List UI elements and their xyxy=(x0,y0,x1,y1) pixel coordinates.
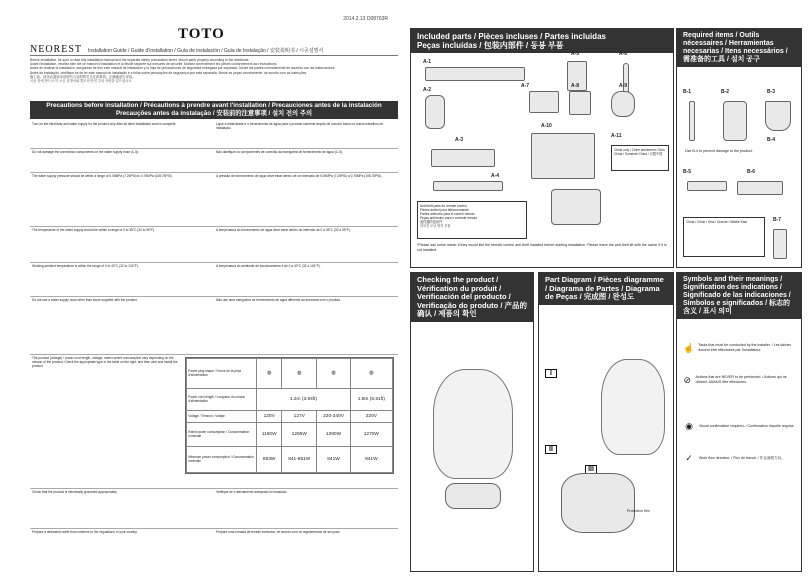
symbol-item: ⊘ Actions that are NEVER to be performed. / Actions qui ne doivent JAMAIS être effectuées. xyxy=(683,374,787,385)
checking-title: Checking the product / Vérification du produit / Verificación del producto / Verificação do produto / 产品的确认 / 제품의 확인 xyxy=(411,273,533,322)
check-icon: ✓ xyxy=(685,452,693,463)
wall-bracket xyxy=(425,67,525,81)
part-diagram-section: Part Diagram / Pièces diagramme / Diagrama de Partes / Diagrama de Peças / 完成图 / 완성도 I II III Protective film xyxy=(538,272,674,572)
toilet-illustration xyxy=(433,369,513,479)
power-spec-table: Power plug shape / Forme de la prise d'alimentation ◍ ◍ ◍ ◍ Power cord length / Longueur du cordon d'alimentation 1.2m (3.94ft) 1.8m (5.91ft) Voltage / Tension / Voltaje 120V 127V 220-240V 220V Rated power consumption / Consommation nominale 1160W 1295W 1290W 1270W Minimum power consumption / Consommation minimale 863W 841-851W 841W 841W xyxy=(185,357,394,474)
required-items-title: Required items / Outils nécessaires / Herramientas necesarias / Itens necessários / 需准备的工具 / 설치 공구 xyxy=(677,29,801,67)
remote-control xyxy=(551,189,601,225)
symbol-item: ☝ Tasks that must be conducted by the installer. / Les tâches doivent être effectuées par l'installateur. xyxy=(683,342,792,353)
level-icon xyxy=(737,181,783,195)
flange-part xyxy=(611,91,635,117)
plug-icon: ◍ xyxy=(257,359,282,389)
symbols-section xyxy=(676,272,802,572)
symbol-item: ◉ Visual confirmation required. / Confirmation visuelle requise. xyxy=(683,420,799,432)
precaution-row: The water supply pressure should be within a range of 0.05MPa (7.25PSI) to 0.75MPa (108.75PSI). A pressão de fornecimento de água deve estar dentro de um intervalo de 0,05MPa (7,25PSI) a 0,75MPa (108,75PSI). xyxy=(30,173,398,227)
gasket-part xyxy=(569,91,591,115)
notice-block: Before installation, be sure to read this installation manual and the separate safety precautions sheet. Mount parts properly according to the directions. Avant l'installation, veuillez bien lire ce manuel d'installation et la feuille séparée sur mesures de sécurité. Montez correctement les pièces conformément aux instructions. Antes de realizar la instalación, asegúrese de leer este manual de instalación y la hoja de precauciones de seguridad entregada por separado. Monte las partes correctamente de acuerdo con las instrucciones. Antes da instalação, certifique-se de ler este manual de instalação e a folha sobre precauções de segurança que está separada. Monte as peças corretamente, de acordo com as instruções. 施工前，请务必阅读本说明书与另附的安全注意事项。正确地进行安装。 시공 전에 반드시 이 시공 설명서와 별도의 안전 주의 사항을 읽으십시오. xyxy=(30,58,336,84)
required-items-section: Required items / Outils nécessaires / Herramientas necesarias / Itens necessários / 需准备的工具 / 설치 공구 B-1 B-2 B-3 B-4 Use B-4 to prevent damage to the product. B-5 B-6 China / Chine / Kina / Grande / Middle East B-7 xyxy=(676,28,802,268)
anti-theft-note: Anti-theft parts for remote control Pièces antivol pour télécommande Partes antirrobo para el control remoto Peças antirroubo para o controle remoto 遥控器防盗部件 리모컨 도난 방지 부품 xyxy=(417,201,527,239)
precaution-row: Working ambient temperature is within the range of 0 to 40°C (32 to 104°F). A temperatura do ambiente de funcionamento é de 0 a 40°C (32 a 104°F). xyxy=(30,263,398,297)
cup-icon xyxy=(765,101,791,131)
precaution-row: Prepare a dedicated outlet that conforms to the regulations of your country. Prepare uma tomada de tensão exclusiva, de acordo com os regulamentos de seu país. xyxy=(32,530,341,534)
precaution-row: Do not use a water supply hose other than those supplied with the product. Não use uma mangueira de fornecimento de água diferente da fornecida com o produto. xyxy=(30,297,398,355)
included-parts-section: Included parts / Pièces incluses / Partes incluidas Peças incluídas / 包装内部件 / 동봉 부품 A-1 A-2 A-5 A-6 A-7 A-8 A-9 A-10 A-3 A-4 A-11 China only / Chine seulement / Solo China / Somente China / 仅限中国 Anti-theft parts for remote control Pièces antivol pour télécommande Partes antirrobo para el control remoto Peças antirroubo para o controle remoto 遥控器防盗部件 리모컨 도난 방지 부품 *Please ask home owner if they would like the remote control anti-theft installed before starting installation. Please leave the anti-theft kit with the owner if it is not installed. xyxy=(410,28,674,268)
remote-holder xyxy=(425,95,445,129)
hand-point-icon: ☝ xyxy=(683,342,695,353)
pliers-icon xyxy=(723,101,747,141)
water-hose-part xyxy=(531,133,595,179)
toto-logo: TOTO xyxy=(178,26,225,42)
precaution-row: Turn on the electricity and water supply for the product only after all other installation work is complete. Ligue a eletricidade e o fornecimento de água para o produto somente depois de concluir todos os outros trabalhos de instalação. xyxy=(30,121,398,149)
region-table: China / Chine / Kina / Grande / Middle East xyxy=(683,217,765,257)
eye-icon: ◉ xyxy=(685,420,693,431)
brand-name: NEOREST xyxy=(30,44,82,55)
screwdriver-icon xyxy=(689,101,695,141)
symbol-list xyxy=(683,337,799,469)
brand-row xyxy=(30,44,400,55)
prohibit-icon: ⊘ xyxy=(683,374,692,385)
china-only-note: China only / Chine seulement / Solo China / Somente China / 仅限中国 xyxy=(611,145,669,171)
precautions-banner: Precautions before installation / Précautions à prendre avant l'installation / Precauciones antes de la instalación Precauções antes da instalação / 安装前的注意事项 / 설치 전의 주의 xyxy=(30,101,398,119)
precaution-row: The temperature of the water supply should be within a range of 0 to 35°C (32 to 95°F). A temperatura do fornecimento de água deve estar dentro do intervalo de 0 a 35°C (32 a 95°F). xyxy=(30,227,398,263)
checking-section xyxy=(410,272,534,572)
power-spec-row: The product (voltage) / power cord length, voltage, rated current consumption vary depending on the version of the product. Check the appropriate type in the table on the right, and then wire and install the product. Power plug shape / Forme de la prise d'alimentation ◍ ◍ ◍ ◍ Power cord length / Longueur du cordon d'alimentation 1.2m (3.94ft) 1.8m (5.91ft) Voltage / Tension / Voltaje 120V 127V 220-240V 220V Rated power consumption / Consommation nominale 1160W 1295W 1290W 1270W Minimum power consumption / Consommation minimale 863W 841-851W 841W 841W xyxy=(30,355,398,489)
wrench-icon xyxy=(687,181,727,191)
toilet-base xyxy=(445,483,501,509)
precaution-row: Do not damage the connection components on the water supply hose (C-5). Não danifique os componentes de conexão da mangueira de fornecimento de água (C-5). xyxy=(30,149,398,173)
toilet-tank xyxy=(601,359,665,455)
plug-icon: ◍ xyxy=(350,359,392,389)
divider xyxy=(30,55,398,56)
screws-set xyxy=(433,181,503,191)
mount-plate xyxy=(529,91,559,113)
plug-icon: ◍ xyxy=(317,359,350,389)
socket-icon xyxy=(773,229,787,259)
anchor-bolts xyxy=(431,149,495,167)
toilet-bowl xyxy=(561,473,635,533)
symbols-title: Symbols and their meanings / Signification des indications / Significado de las indicaciones / Símbolos e significados / 标志的含义 / 표시 의미 xyxy=(677,273,801,319)
part-diagram-title: Part Diagram / Pièces diagramme / Diagrama de Partes / Diagrama de Peças / 完成图 / 완성도 xyxy=(539,273,673,305)
included-parts-title: Included parts / Pièces incluses / Partes incluidas Peças incluídas / 包装内部件 / 동봉 부품 xyxy=(411,29,673,53)
doc-meta: 2014.2.13 D08763R xyxy=(343,16,388,22)
precautions-rows xyxy=(30,121,398,551)
guide-title: Installation Guide / Guide d'installation / Guía de instalación / Guia de Instalação / 安装说明书 / 시공설명서 xyxy=(88,48,324,54)
symbol-item: ✓ Work flow direction. / Flux de travail. / 作业流程方向。 xyxy=(683,452,799,464)
precaution-row: Check that the product is electrically grounded appropriately. Verifique se o aterramento adequado foi instalado. xyxy=(30,489,398,529)
plug-icon: ◍ xyxy=(282,359,317,389)
